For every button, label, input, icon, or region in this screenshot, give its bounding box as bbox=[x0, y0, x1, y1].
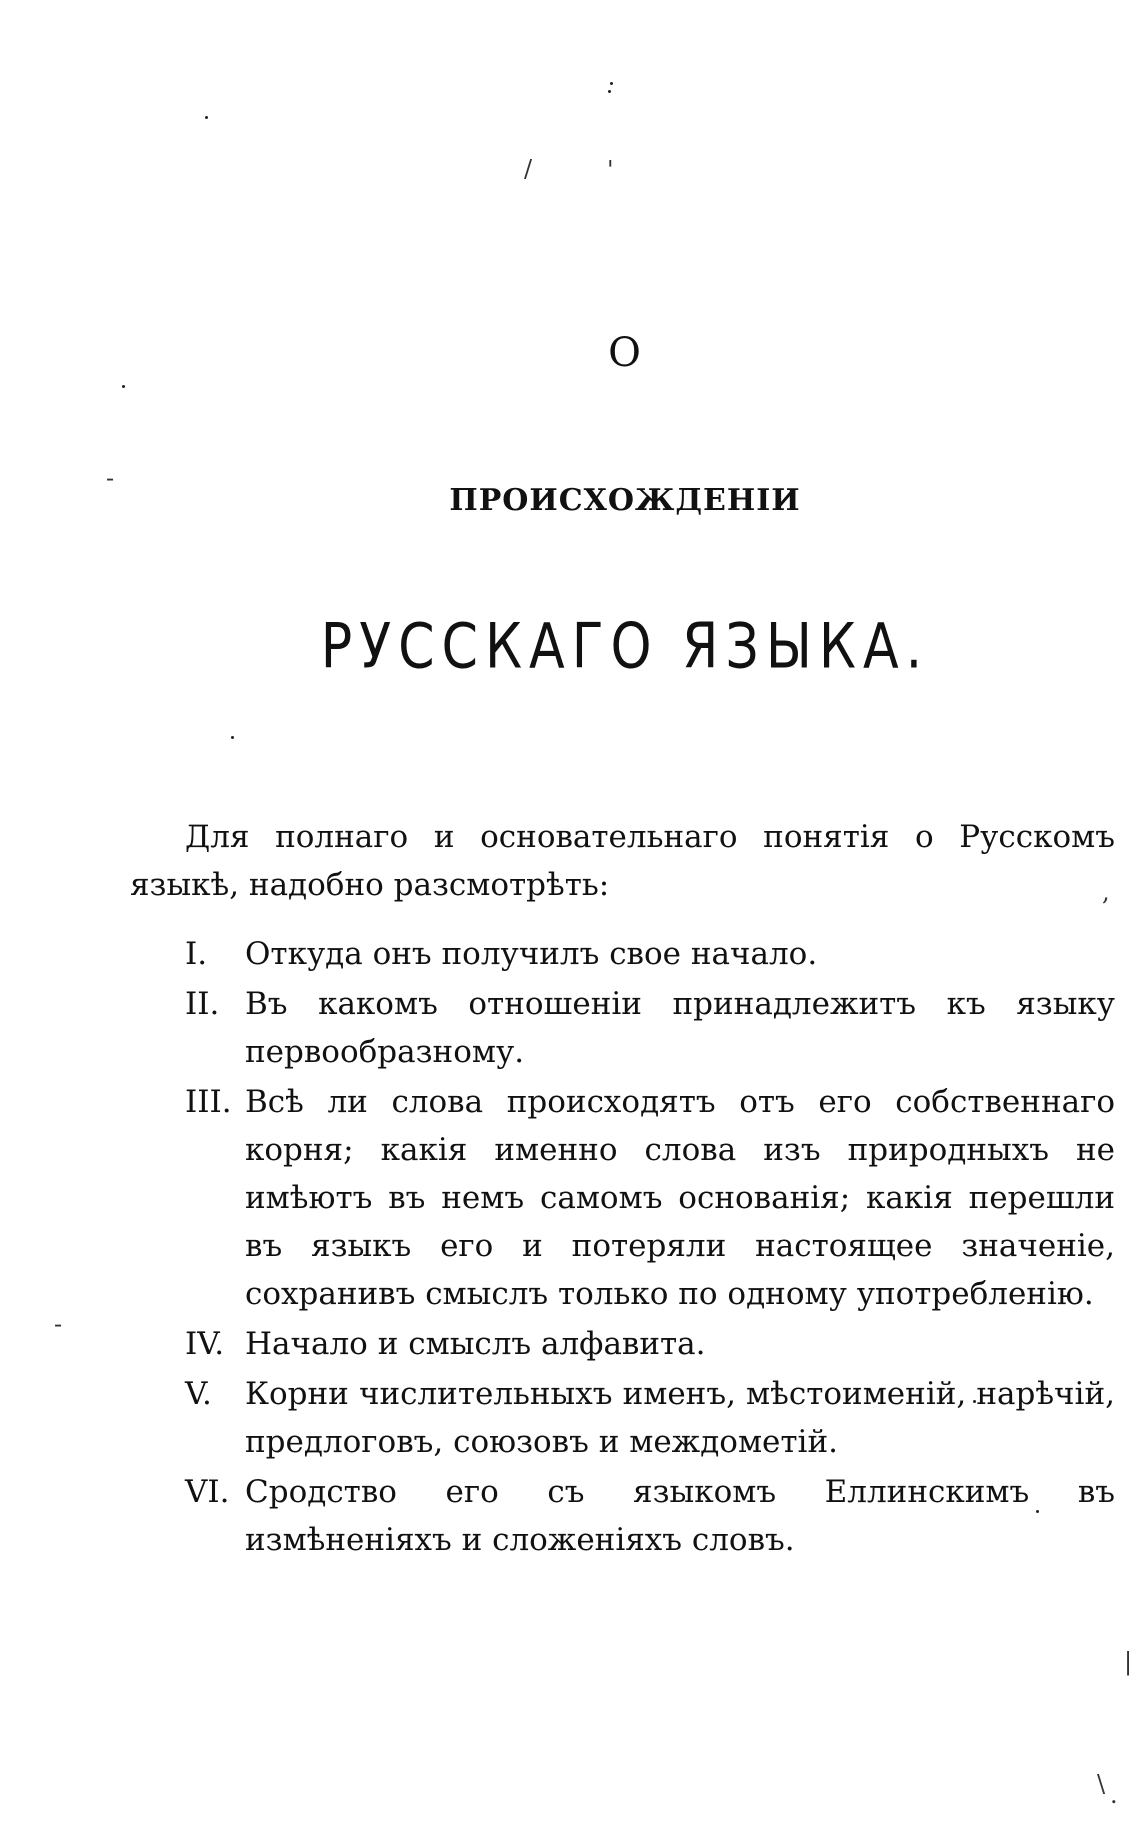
scan-mark: | bbox=[1124, 1648, 1133, 1676]
list-item-number: VI. bbox=[185, 1474, 230, 1510]
list-item-number: IV. bbox=[185, 1326, 225, 1362]
list-item-number: III. bbox=[185, 1084, 232, 1120]
scan-speck bbox=[610, 82, 613, 85]
scan-speck bbox=[122, 385, 125, 388]
scan-mark: - bbox=[106, 464, 115, 492]
scan-mark: ' bbox=[607, 156, 614, 184]
scan-mark: - bbox=[54, 1310, 63, 1338]
list-item bbox=[185, 980, 1115, 1076]
list-item-number: V. bbox=[185, 1376, 212, 1412]
list-item-text: Откуда онъ получилъ свое начало. bbox=[245, 936, 818, 972]
title-o: О bbox=[608, 330, 642, 376]
scan-speck bbox=[231, 736, 234, 739]
list-item-number: I. bbox=[185, 936, 208, 972]
list-item-text: Сродство его съ языкомъ Еллинскимъ въ измѣненіяхъ и сложеніяхъ словъ. bbox=[245, 1474, 1115, 1558]
scan-speck bbox=[608, 90, 611, 93]
main-title: РУССКАГО ЯЗЫКА. bbox=[320, 609, 930, 683]
list-item-text: Корни числительныхъ именъ, мѣстоименій, нарѣчій, предлоговъ, союзовъ и междометій. bbox=[245, 1376, 1115, 1460]
list-item bbox=[185, 1320, 1115, 1368]
scan-mark: . bbox=[1110, 1781, 1118, 1809]
list-item-number: II. bbox=[185, 986, 220, 1022]
scan-mark: , bbox=[1102, 878, 1110, 906]
list-item-text: Въ какомъ отношеніи принадлежитъ къ языку первообразному. bbox=[245, 986, 1115, 1070]
list-item-text: Всѣ ли слова происходятъ отъ его собственнаго корня; какія именно слова изъ природныхъ не имѣютъ въ немъ самомъ основанія; какія перешли въ языкъ его и потеряли настоящее значеніе, сохранивъ смыслъ только по одному употребленію. bbox=[245, 1084, 1115, 1312]
list-item bbox=[185, 1078, 1115, 1318]
list-item bbox=[185, 930, 1115, 978]
title-origin: ПРОИСХОЖДЕНІИ bbox=[449, 483, 801, 518]
scan-mark: / bbox=[524, 155, 533, 183]
list-item bbox=[185, 1370, 1115, 1466]
list-item bbox=[185, 1468, 1115, 1564]
scan-speck bbox=[205, 116, 208, 119]
intro-paragraph: Для полнаго и основательнаго понятія о Русскомъ языкѣ, надобно разсмотрѣть: bbox=[130, 819, 1115, 903]
topics-list bbox=[185, 930, 1115, 1566]
list-item-text: Начало и смыслъ алфавита. bbox=[245, 1326, 706, 1362]
scan-mark: \ bbox=[1097, 1770, 1106, 1798]
